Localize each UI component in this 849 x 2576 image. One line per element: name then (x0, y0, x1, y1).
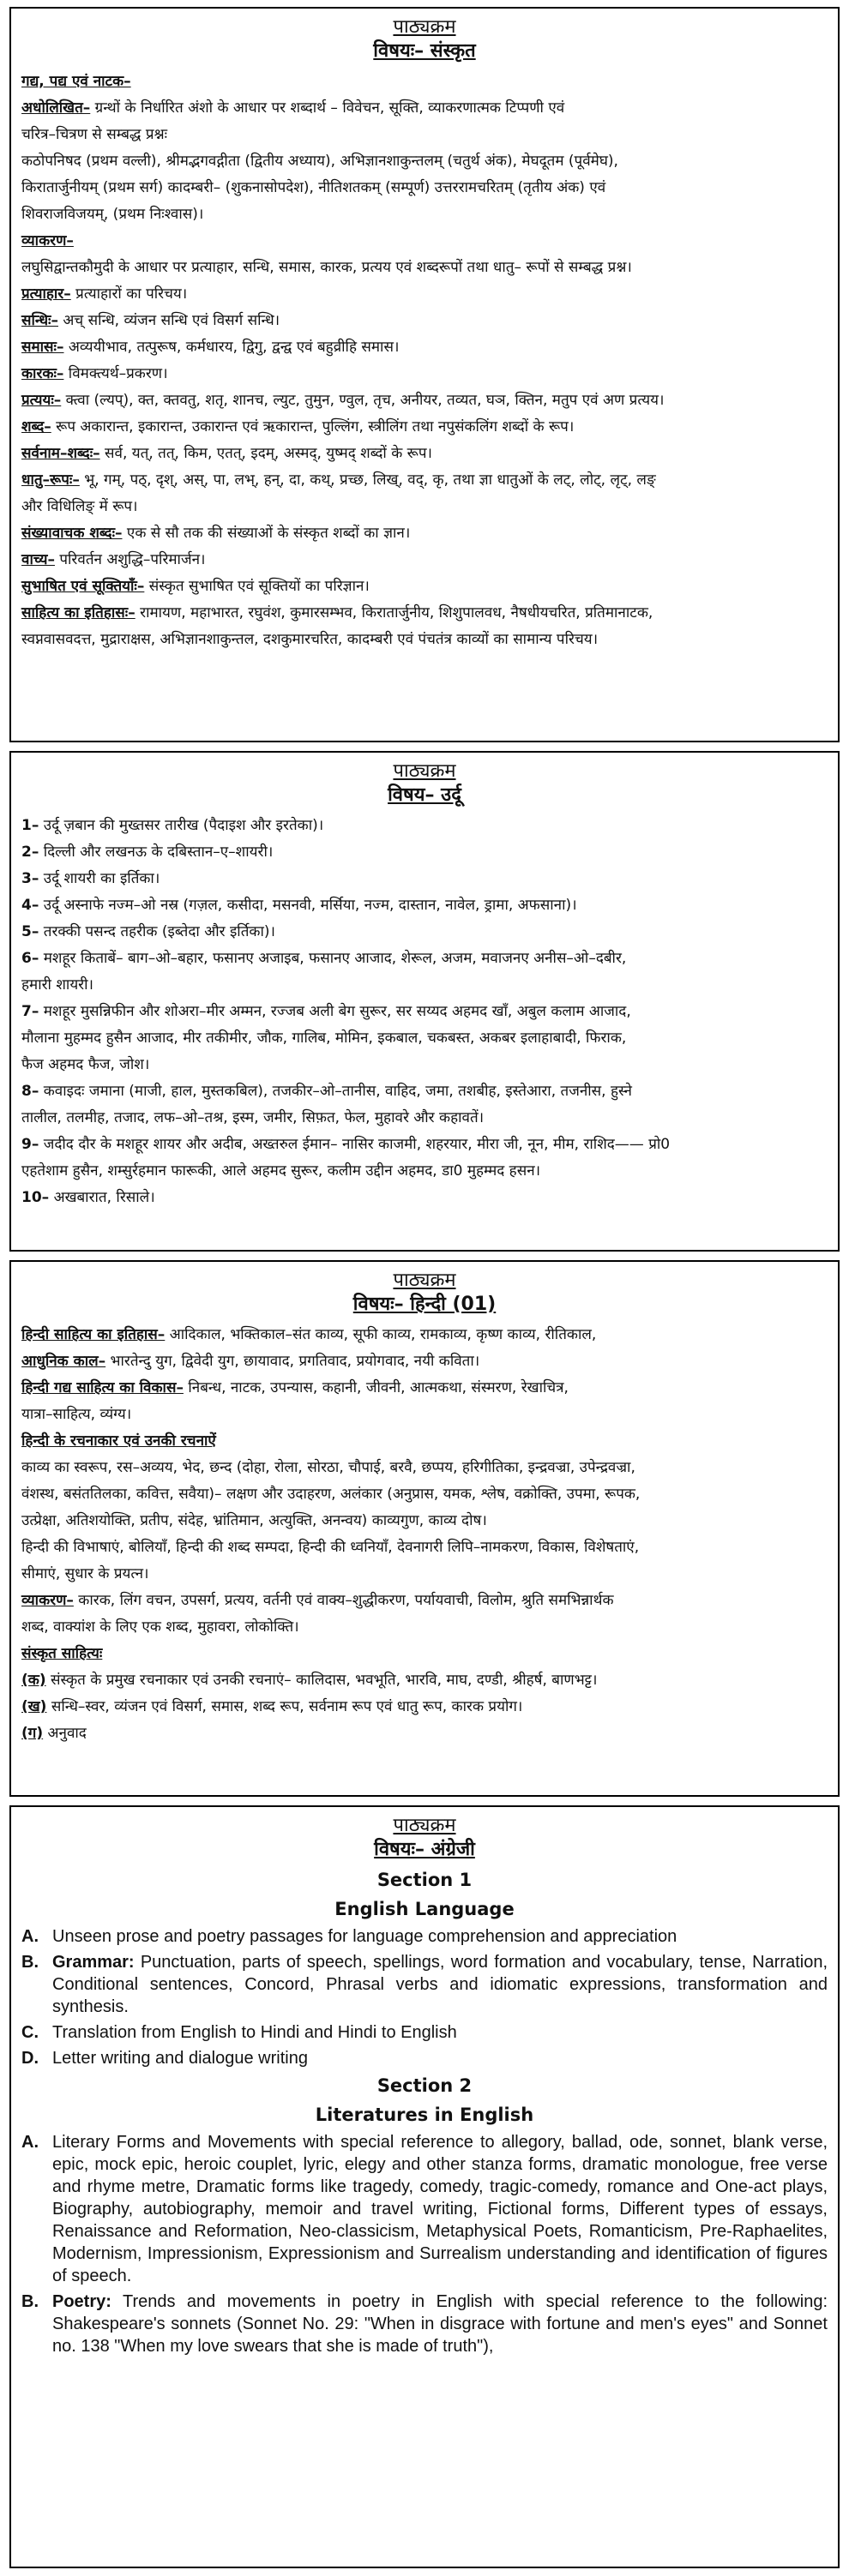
line-label: हिन्दी गद्य साहित्य का विकास– (21, 1379, 184, 1396)
content-line (21, 1667, 828, 1694)
section-title: पाठ्यक्रम (393, 1815, 456, 1836)
content-line (21, 334, 828, 361)
line-label: संख्यावाचक शब्दः– (21, 525, 123, 542)
line-text: कवाइदः जमाना (माजी, हाल, मुस्तकबिल), तजकीर–ओ–तानीस, वाहिद, जमा, तशबीह, इस्तेआरा, तजनीस, हुस्ने (39, 1083, 632, 1100)
line-text: रूप अकारान्त, इकारान्त, उकारान्त एवं ऋकारान्त, पुल्लिंग, स्त्रीलिंग तथा नपुसंकलिंग शब्दों के रूप। (51, 418, 575, 435)
subject-heading: विषयः– संस्कृत (373, 40, 476, 62)
line-label: प्रत्याहार– (21, 285, 71, 303)
line-text: अखबारात, रिसाले। (49, 1189, 155, 1206)
line-text: निबन्ध, नाटक, उपन्यास, कहानी, जीवनी, आत्मकथा, संस्मरण, रेखाचित्र, (183, 1379, 569, 1396)
item-text (52, 1951, 828, 2018)
line-text: उर्दू शायरी का इर्तिका। (39, 870, 160, 887)
item-marker: A. (21, 2133, 39, 2152)
content-line (21, 1052, 828, 1078)
line-text: काव्य का स्वरूप, रस–अव्यय, भेद, छन्द (दोहा, रोला, सोरठा, चौपाई, बरवै, छप्पय, हरिगीतिका, इन्द्रवज्रा, उपेन्द्रवज्रा, (21, 1459, 635, 1476)
line-text: चरित्र–चित्रण से सम्बद्ध प्रश्नः (21, 126, 168, 143)
line-text: उर्दू ज़बान की मुख्तसर तारीख (पैदाइश और इरतेका)। (39, 817, 324, 834)
line-text: यात्रा–साहित्य, व्यंग्य। (21, 1406, 132, 1423)
urdu-content (21, 813, 828, 1211)
line-text: कठोपनिषद (प्रथम वल्ली), श्रीमद्भगवद्गीता (द्वितीय अध्याय), अभिज्ञानशाकुन्तलम् (चतुर्थ अंक), मेघदूतम (पूर्वमेघ), (21, 153, 618, 170)
english-language-list (21, 1925, 828, 2069)
content-line (21, 1481, 828, 1508)
content-line (21, 999, 828, 1025)
content-line (21, 69, 828, 95)
sanskrit-content (21, 69, 828, 653)
content-line (21, 228, 828, 255)
line-label: 10– (21, 1189, 50, 1206)
content-line (21, 866, 828, 892)
line-text: स्वप्नवासवदत्त, मुद्राराक्षस, अभिज्ञानशाकुन्तल, दशकुमारचरित, कादम्बरी एवं पंचतंत्र काव्यों का सामान्य परिचय। (21, 631, 599, 648)
line-text: फैज अहमद फैज, जोश। (21, 1056, 150, 1073)
sanskrit-section (9, 7, 840, 742)
content-line (21, 494, 828, 520)
content-line (21, 972, 828, 999)
line-label: वाच्य– (21, 551, 55, 568)
content-line (21, 813, 828, 839)
line-text: शिवराजविजयम्, (प्रथम निःश्वास)। (21, 206, 204, 223)
item-label: Grammar: (52, 1953, 135, 1972)
content-line (21, 1694, 828, 1720)
line-text: ग्रन्थों के निर्धारित अंशो के आधार पर शब्दार्थ – विवेचन, सूक्ति, व्याकरणात्मक टिप्पणी एवं (90, 99, 565, 117)
section1-subheading: English Language (334, 1899, 515, 1919)
line-text: तालील, तलमीह, तजाद, लफ–ओ–तश्र, इस्म, जमीर, सिफ़त, फेल, मुहावरे और कहावतें। (21, 1109, 485, 1126)
content-line (21, 1132, 828, 1158)
syllabus-page (9, 7, 840, 2568)
content-line (21, 600, 828, 627)
line-label: 2– (21, 844, 39, 861)
line-text: उत्प्रेक्षा, अतिशयोक्ति, प्रतीप, संदेह, भ्रांतिमान, अत्युक्ति, अनन्वय) काव्यगुण, काव्य दोष। (21, 1512, 487, 1529)
line-text: शब्द, वाक्यांश के लिए एक शब्द, मुहावरा, लोकोक्ति। (21, 1618, 299, 1636)
line-label: सुभाषित एवं सूक्तियाँः– (21, 578, 145, 595)
content-line (21, 1641, 828, 1667)
item-marker: D. (21, 2049, 39, 2068)
content-line (21, 520, 828, 547)
line-label: 9– (21, 1136, 39, 1153)
line-text: भू, गम्, पठ्, दृश्, अस्, पा, लभ्, हन्, दा, कथ्, प्रच्छ, लिख्, वद्, कृ, तथा ज्ञा धातुओं के लट्, लोट्, लृट्, लङ् (79, 471, 656, 489)
content-line (21, 919, 828, 946)
content-line (21, 1185, 828, 1211)
content-line (21, 946, 828, 972)
hindi-content (21, 1322, 828, 1747)
line-text: एक से सौ तक की संख्याओं के संस्कृत शब्दों का ज्ञान। (122, 525, 411, 542)
line-label: धातु–रूपः– (21, 471, 80, 489)
list-item (21, 2021, 828, 2044)
content-line (21, 175, 828, 201)
content-line (21, 255, 828, 281)
line-label: (ग) (21, 1725, 44, 1742)
line-label: (ख) (21, 1698, 47, 1715)
line-text: तरक्की पसन्द तहरीक (इब्तेदा और इर्तिका)। (39, 923, 275, 940)
content-line (21, 95, 828, 122)
content-line (21, 414, 828, 441)
item-text (52, 2131, 828, 2287)
line-text: दिल्ली और लखनऊ के दबिस्तान–ए–शायरी। (39, 844, 274, 861)
line-text: मशहूर मुसन्निफीन और शोअरा–मीर अम्मन, रज्जब अली बेग सुरूर, सर सय्यद अहमद खाँ, अबुल कलाम आजाद, (39, 1003, 631, 1020)
line-label: संस्कृत साहित्यः (21, 1645, 103, 1662)
content-line (21, 1455, 828, 1481)
line-label: 8– (21, 1083, 39, 1100)
content-line (21, 1025, 828, 1052)
content-line (21, 892, 828, 919)
item-text (52, 2021, 828, 2044)
line-text: लघुसिद्वान्तकौमुदी के आधार पर प्रत्याहार, सन्धि, समास, कारक, प्रत्यय एवं शब्दरूपों तथा धातु– रूपों से सम्बद्ध प्रश्न। (21, 259, 632, 276)
item-marker: C. (21, 2023, 39, 2042)
line-label: 5– (21, 923, 39, 940)
line-text: सीमाएं, सुधार के प्रयत्न। (21, 1565, 149, 1582)
line-text: मौलाना मुहम्मद हुसैन आजाद, मीर तकीमीर, जौक, गालिब, मोमिन, इकबाल, चकबस्त, अकबर इलाहाबादी, फिराक, (21, 1030, 627, 1047)
line-text: एहतेशाम हुसैन, शम्सुर्रहमान फारूकी, आले अहमद सुरूर, कलीम उद्दीन अहमद, डा0 मुहम्मद हसन। (21, 1162, 541, 1180)
english-section (9, 1805, 840, 2568)
item-body: Letter writing and dialogue writing (52, 2049, 308, 2068)
line-text: जदीद दौर के मशहूर शायर और अदीब, अख्तरुल ईमान– नासिर काजमी, शहरयार, मीरा जी, नून, मीम, राशिद—— प्रो0 (39, 1136, 671, 1153)
item-marker: B. (21, 1953, 39, 1972)
content-line (21, 1720, 828, 1747)
content-line (21, 467, 828, 494)
line-text: हमारी शायरी। (21, 976, 93, 994)
content-line (21, 308, 828, 334)
content-line (21, 1588, 828, 1614)
line-text: अच् सन्धि, व्यंजन सन्धि एवं विसर्ग सन्धि। (58, 312, 280, 329)
list-item (21, 2047, 828, 2069)
english-literature-list (21, 2131, 828, 2357)
line-label: 4– (21, 897, 39, 914)
line-label: हिन्दी साहित्य का इतिहास– (21, 1326, 166, 1343)
line-label: व्याकरण– (21, 232, 74, 249)
line-label: गद्य, पद्य एवं नाटक– (21, 73, 131, 90)
line-text: संस्कृत के प्रमुख रचनाकार एवं उनकी रचनाएं– कालिदास, भवभूति, भारवि, माघ, दण्डी, श्रीहर्ष, बाणभट्ट। (45, 1672, 598, 1689)
line-text: रामायण, महाभारत, रघुवंश, कुमारसम्भव, किरातार्जुनीय, शिशुपालवध, नैषधीयचरित, प्रतिमानाटक, (135, 604, 653, 621)
item-text (52, 1925, 828, 1948)
content-line (21, 1561, 828, 1588)
line-label: शब्द– (21, 418, 51, 435)
content-line (21, 1375, 828, 1402)
line-text: कारक, लिंग वचन, उपसर्ग, प्रत्यय, वर्तनी एवं वाक्य–शुद्धीकरण, पर्यायवाची, विलोम, श्रुति समभिन्नार्थक (73, 1592, 614, 1609)
line-label: 6– (21, 950, 39, 967)
content-line (21, 441, 828, 467)
content-line (21, 839, 828, 866)
line-text: सन्धि–स्वर, व्यंजन एवं विसर्ग, समास, शब्द रूप, सर्वनाम रूप एवं धातु रूप, कारक प्रयोग। (46, 1698, 523, 1715)
item-marker: A. (21, 1927, 39, 1946)
line-label: कारकः– (21, 365, 64, 382)
hindi-section (9, 1260, 840, 1797)
line-text: मशहूर किताबें– बाग–ओ–बहार, फसानए अजाइब, फसानए आजाद, शेरूल, अजम, मवाजनए अनीस–ओ–दबीर, (39, 950, 627, 967)
line-text: परिवर्तन अशुद्धि–परिमार्जन। (54, 551, 206, 568)
list-item (21, 1951, 828, 2018)
content-line (21, 148, 828, 175)
line-text: संस्कृत सुभाषित एवं सूक्तियों का परिज्ञान। (144, 578, 370, 595)
content-line (21, 1428, 828, 1455)
item-body: Translation from English to Hindi and Hindi to English (52, 2023, 457, 2042)
line-text: और विधिलिङ् में रूप। (21, 498, 138, 515)
content-line (21, 1158, 828, 1185)
line-text: क्त्वा (ल्यप्), क्त, क्तवतु, शतृ, शानच, ल्युट, तुमुन, ण्वुल, तृच, अनीयर, तव्यत, घञ, क्तिन, मतुप एवं अण प्रत्यय। (61, 392, 665, 409)
line-label: (क) (21, 1672, 46, 1689)
line-text: अनुवाद (43, 1725, 87, 1742)
line-label: प्रत्ययः– (21, 392, 62, 409)
content-line (21, 1105, 828, 1132)
section-title: पाठ्यक्रम (393, 760, 456, 782)
urdu-section (9, 751, 840, 1252)
section-title: पाठ्यक्रम (393, 1270, 456, 1291)
line-label: अधोलिखित– (21, 99, 91, 117)
line-text: हिन्दी की विभाषाएं, बोलियाँ, हिन्दी की शब्द सम्पदा, हिन्दी की ध्वनियाँ, देवनागरी लिपि–नामकरण, विकास, विशेषताएं, (21, 1539, 640, 1556)
line-text: विमक्त्यर्थ–प्रकरण। (63, 365, 168, 382)
section2-subheading: Literatures in English (315, 2105, 534, 2125)
item-body: Literary Forms and Movements with special reference to allegory, ballad, ode, sonnet, blank verse, epic, mock epic, heroic couplet, lyric, elegy and other stanza forms, dramatic monologue, free verse and rhyme metre, Dramatic forms like tragedy, comedy, tragic-comedy, romance and One-act plays, Biography, autobiography, memoir and travel writing, Fictional forms, Different types of essays, Renaissance and Reformation, Neo-classicism, Metaphysical Poets, Romanticism, Pre-Raphaelites, Modernism, Impressionism, Expressionism and Surrealism understanding and identification of figures of speech. (52, 2133, 828, 2285)
line-label: सर्वनाम–शब्दः– (21, 445, 100, 462)
line-text: किरातार्जुनीयम् (प्रथम सर्ग) कादम्बरी– (शुकनासोपदेश), नीतिशतकम् (सम्पूर्ण) उत्तररामचरितम् (तृतीय अंक) एवं (21, 179, 606, 196)
line-label: 3– (21, 870, 39, 887)
subject-heading: विषयः– अंग्रेजी (374, 1839, 475, 1860)
list-item (21, 2291, 828, 2357)
list-item (21, 1925, 828, 1948)
content-line (21, 1348, 828, 1375)
content-line (21, 1322, 828, 1348)
list-item (21, 2131, 828, 2287)
content-line (21, 122, 828, 148)
section2-heading: Section 2 (376, 2075, 473, 2096)
section1-heading: Section 1 (376, 1870, 473, 1890)
line-text: प्रत्याहारों का परिचय। (70, 285, 188, 303)
line-label: 7– (21, 1003, 39, 1020)
content-line (21, 1078, 828, 1105)
line-text: वंशस्थ, बसंततिलका, कवित्त, सवैया)– लक्षण और उदाहरण, अलंकार (अनुप्रास, यमक, श्लेष, वक्रोक्ति, उपमा, रूपक, (21, 1486, 641, 1503)
subject-heading: विषयः– हिन्दी (01) (352, 1294, 497, 1315)
item-text (52, 2291, 828, 2357)
content-line (21, 1402, 828, 1428)
line-text: उर्दू अस्नाफे नज्म–ओ नस्र (गज़ल, कसीदा, मसनवी, मर्सिया, नज्म, दास्तान, नावेल, ड्रामा, अफसाना)। (39, 897, 577, 914)
line-label: समासः– (21, 339, 64, 356)
line-label: आधुनिक काल– (21, 1353, 106, 1370)
item-label: Poetry: (52, 2292, 111, 2311)
line-label: साहित्य का इतिहासः– (21, 604, 135, 621)
content-line (21, 1508, 828, 1534)
content-line (21, 547, 828, 573)
item-marker: B. (21, 2292, 39, 2311)
content-line (21, 573, 828, 600)
content-line (21, 201, 828, 228)
item-body: Trends and movements in poetry in English with special reference to the following: Shakespeare's sonnets (Sonnet No. 29: "When in disgrace with fortune and men's eyes" and Sonnet no. 138 "When my love swears that she is made of truth"), (52, 2292, 828, 2356)
item-body: Punctuation, parts of speech, spellings, word formation and vocabulary, tense, Narration, Conditional sentences, Concord, Phrasal verbs and idiomatic expressions, transformation and synthesis. (52, 1953, 828, 2016)
line-label: 1– (21, 817, 39, 834)
content-line (21, 387, 828, 414)
line-label: हिन्दी के रचनाकार एवं उनकी रचनाऐं (21, 1432, 216, 1450)
line-text: आदिकाल, भक्तिकाल–संत काव्य, सूफी काव्य, रामकाव्य, कृष्ण काव्य, रीतिकाल, (165, 1326, 597, 1343)
subject-heading: विषय– उर्दू (388, 784, 461, 806)
content-line (21, 281, 828, 308)
line-label: सन्धिः– (21, 312, 58, 329)
item-body: Unseen prose and poetry passages for language comprehension and appreciation (52, 1927, 677, 1946)
line-text: अव्ययीभाव, तत्पुरूष, कर्मधारय, द्विगु, द्वन्द्व एवं बहुव्रीहि समास। (63, 339, 400, 356)
content-line (21, 361, 828, 387)
line-text: सर्व, यत्, तत्, किम, एतत्, इदम्, अस्मद्, युष्मद् शब्दों के रूप। (99, 445, 432, 462)
line-text: भारतेन्दु युग, द्विवेदी युग, छायावाद, प्रगतिवाद, प्रयोगवाद, नयी कविता। (105, 1353, 480, 1370)
content-line (21, 627, 828, 653)
content-line (21, 1534, 828, 1561)
section-title: पाठ्यक्रम (393, 16, 456, 38)
line-label: व्याकरण– (21, 1592, 74, 1609)
item-text (52, 2047, 828, 2069)
content-line (21, 1614, 828, 1641)
